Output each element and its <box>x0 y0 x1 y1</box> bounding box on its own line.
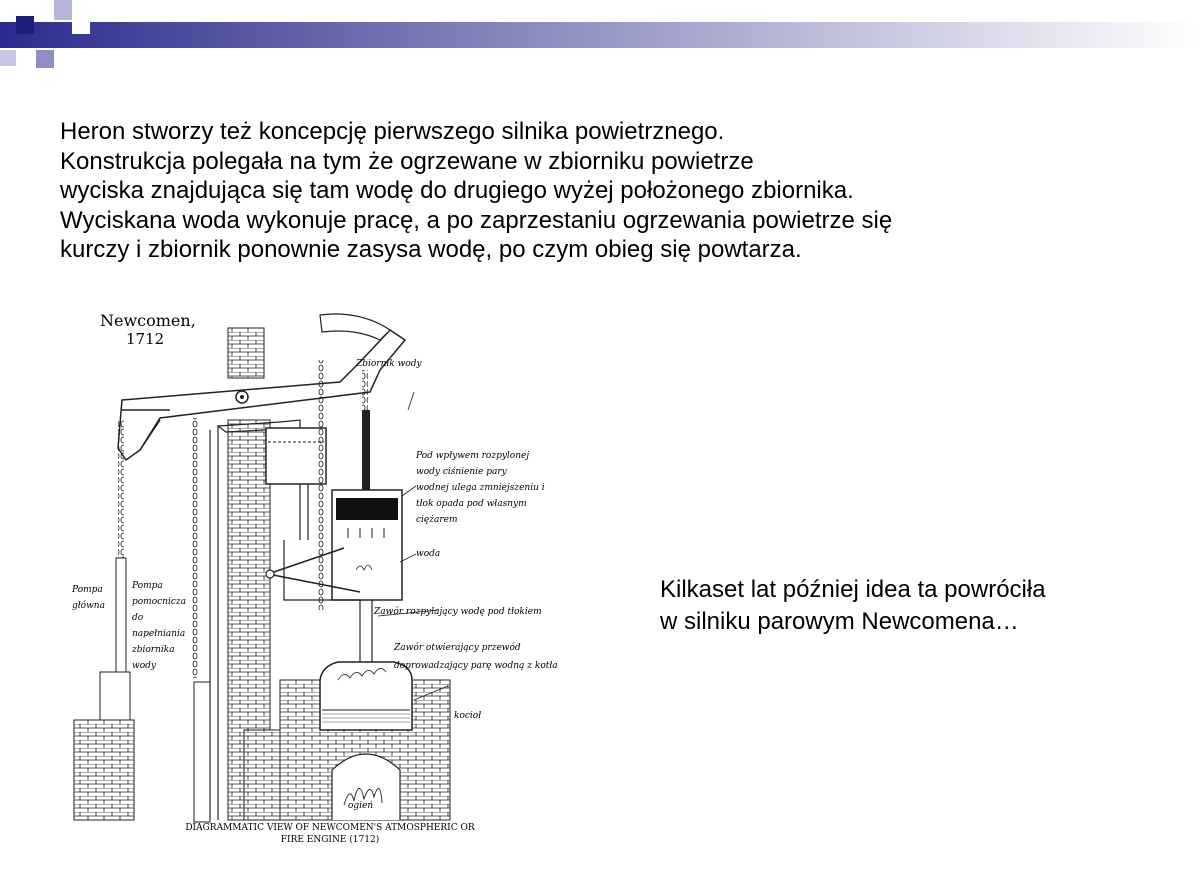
aux-pump-pipe <box>194 682 210 822</box>
newcomen-caption <box>660 574 1180 638</box>
label-water: woda <box>416 549 441 559</box>
label-spray-line: wodnej ulega zmniejszeniu i <box>416 483 545 493</box>
label-aux-pump: pomocnicza <box>132 597 186 607</box>
paragraph-line: Wyciskana woda wykonuje pracę, a po zaprzestaniu ogrzewania powietrze się <box>60 206 893 234</box>
label-spray-line: Pod wpływem rozpylonej <box>416 451 530 461</box>
label-aux-pump: napełniania <box>132 629 186 639</box>
label-spray-valve: Zawór rozpylający wodę pod tłokiem <box>374 607 542 617</box>
chimney-top <box>228 328 264 378</box>
label-aux-pump: do <box>132 613 144 623</box>
caption-line: w silniku parowym Newcomena… <box>660 608 1019 635</box>
label-aux-pump: wody <box>132 661 156 671</box>
boiler <box>280 662 450 820</box>
cylinder <box>332 490 402 672</box>
diagram-footer: DIAGRAMMATIC VIEW OF NEWCOMEN'S ATMOSPHERIC OR <box>185 823 475 833</box>
label-spray-line: ciężarem <box>416 515 458 525</box>
aux-pump-chain <box>192 418 198 678</box>
diagram-title-year: 1712 <box>126 330 165 348</box>
caption-line: Kilkaset lat później idea ta powróciła <box>660 576 1046 603</box>
label-water-tank: Zbiornik wody <box>356 359 422 369</box>
paragraph-line: kurczy i zbiornik ponownie zasysa wodę, po czym obieg się powtarza. <box>60 236 802 263</box>
label-spray-line: tłok opada pod własnym <box>416 499 527 509</box>
diagram-title-name: Newcomen, <box>100 311 196 330</box>
paragraph-line: wyciska znajdująca się tam wodę do drugiego wyżej położonego zbiornika. <box>60 177 854 204</box>
brick-wall-left <box>74 720 134 820</box>
label-boiler: kocioł <box>454 711 482 721</box>
paragraph-line: Konstrukcja polegała na tym że ogrzewane w zbiorniku powietrze <box>60 147 754 175</box>
label-spray-line: wody ciśnienie pary <box>416 467 507 477</box>
valve-rod-chain <box>318 360 324 610</box>
label-main-pump: główna <box>72 601 105 611</box>
paragraph-line: Heron stworzy też koncepcję pierwszego silnika powietrznego. <box>60 118 725 145</box>
label-aux-pump: Pompa <box>132 581 163 591</box>
label-steam-valve: Zawór otwierający przewód <box>394 643 521 653</box>
label-fire: ogień <box>348 801 374 811</box>
label-main-pump: Pompa <box>72 585 103 595</box>
piston-rod <box>362 410 370 492</box>
label-aux-pump: zbiornika <box>132 645 175 655</box>
header-decoration <box>0 0 1200 80</box>
main-paragraph <box>60 117 1160 265</box>
newcomen-engine-diagram <box>60 300 600 860</box>
main-pump-rod <box>116 558 126 688</box>
brick-wall-mid <box>244 730 280 820</box>
diagram-footer: FIRE ENGINE (1712) <box>280 835 380 845</box>
water-tank <box>266 428 326 484</box>
label-steam-valve: doprowadzający parę wodną z kotła <box>394 661 558 671</box>
